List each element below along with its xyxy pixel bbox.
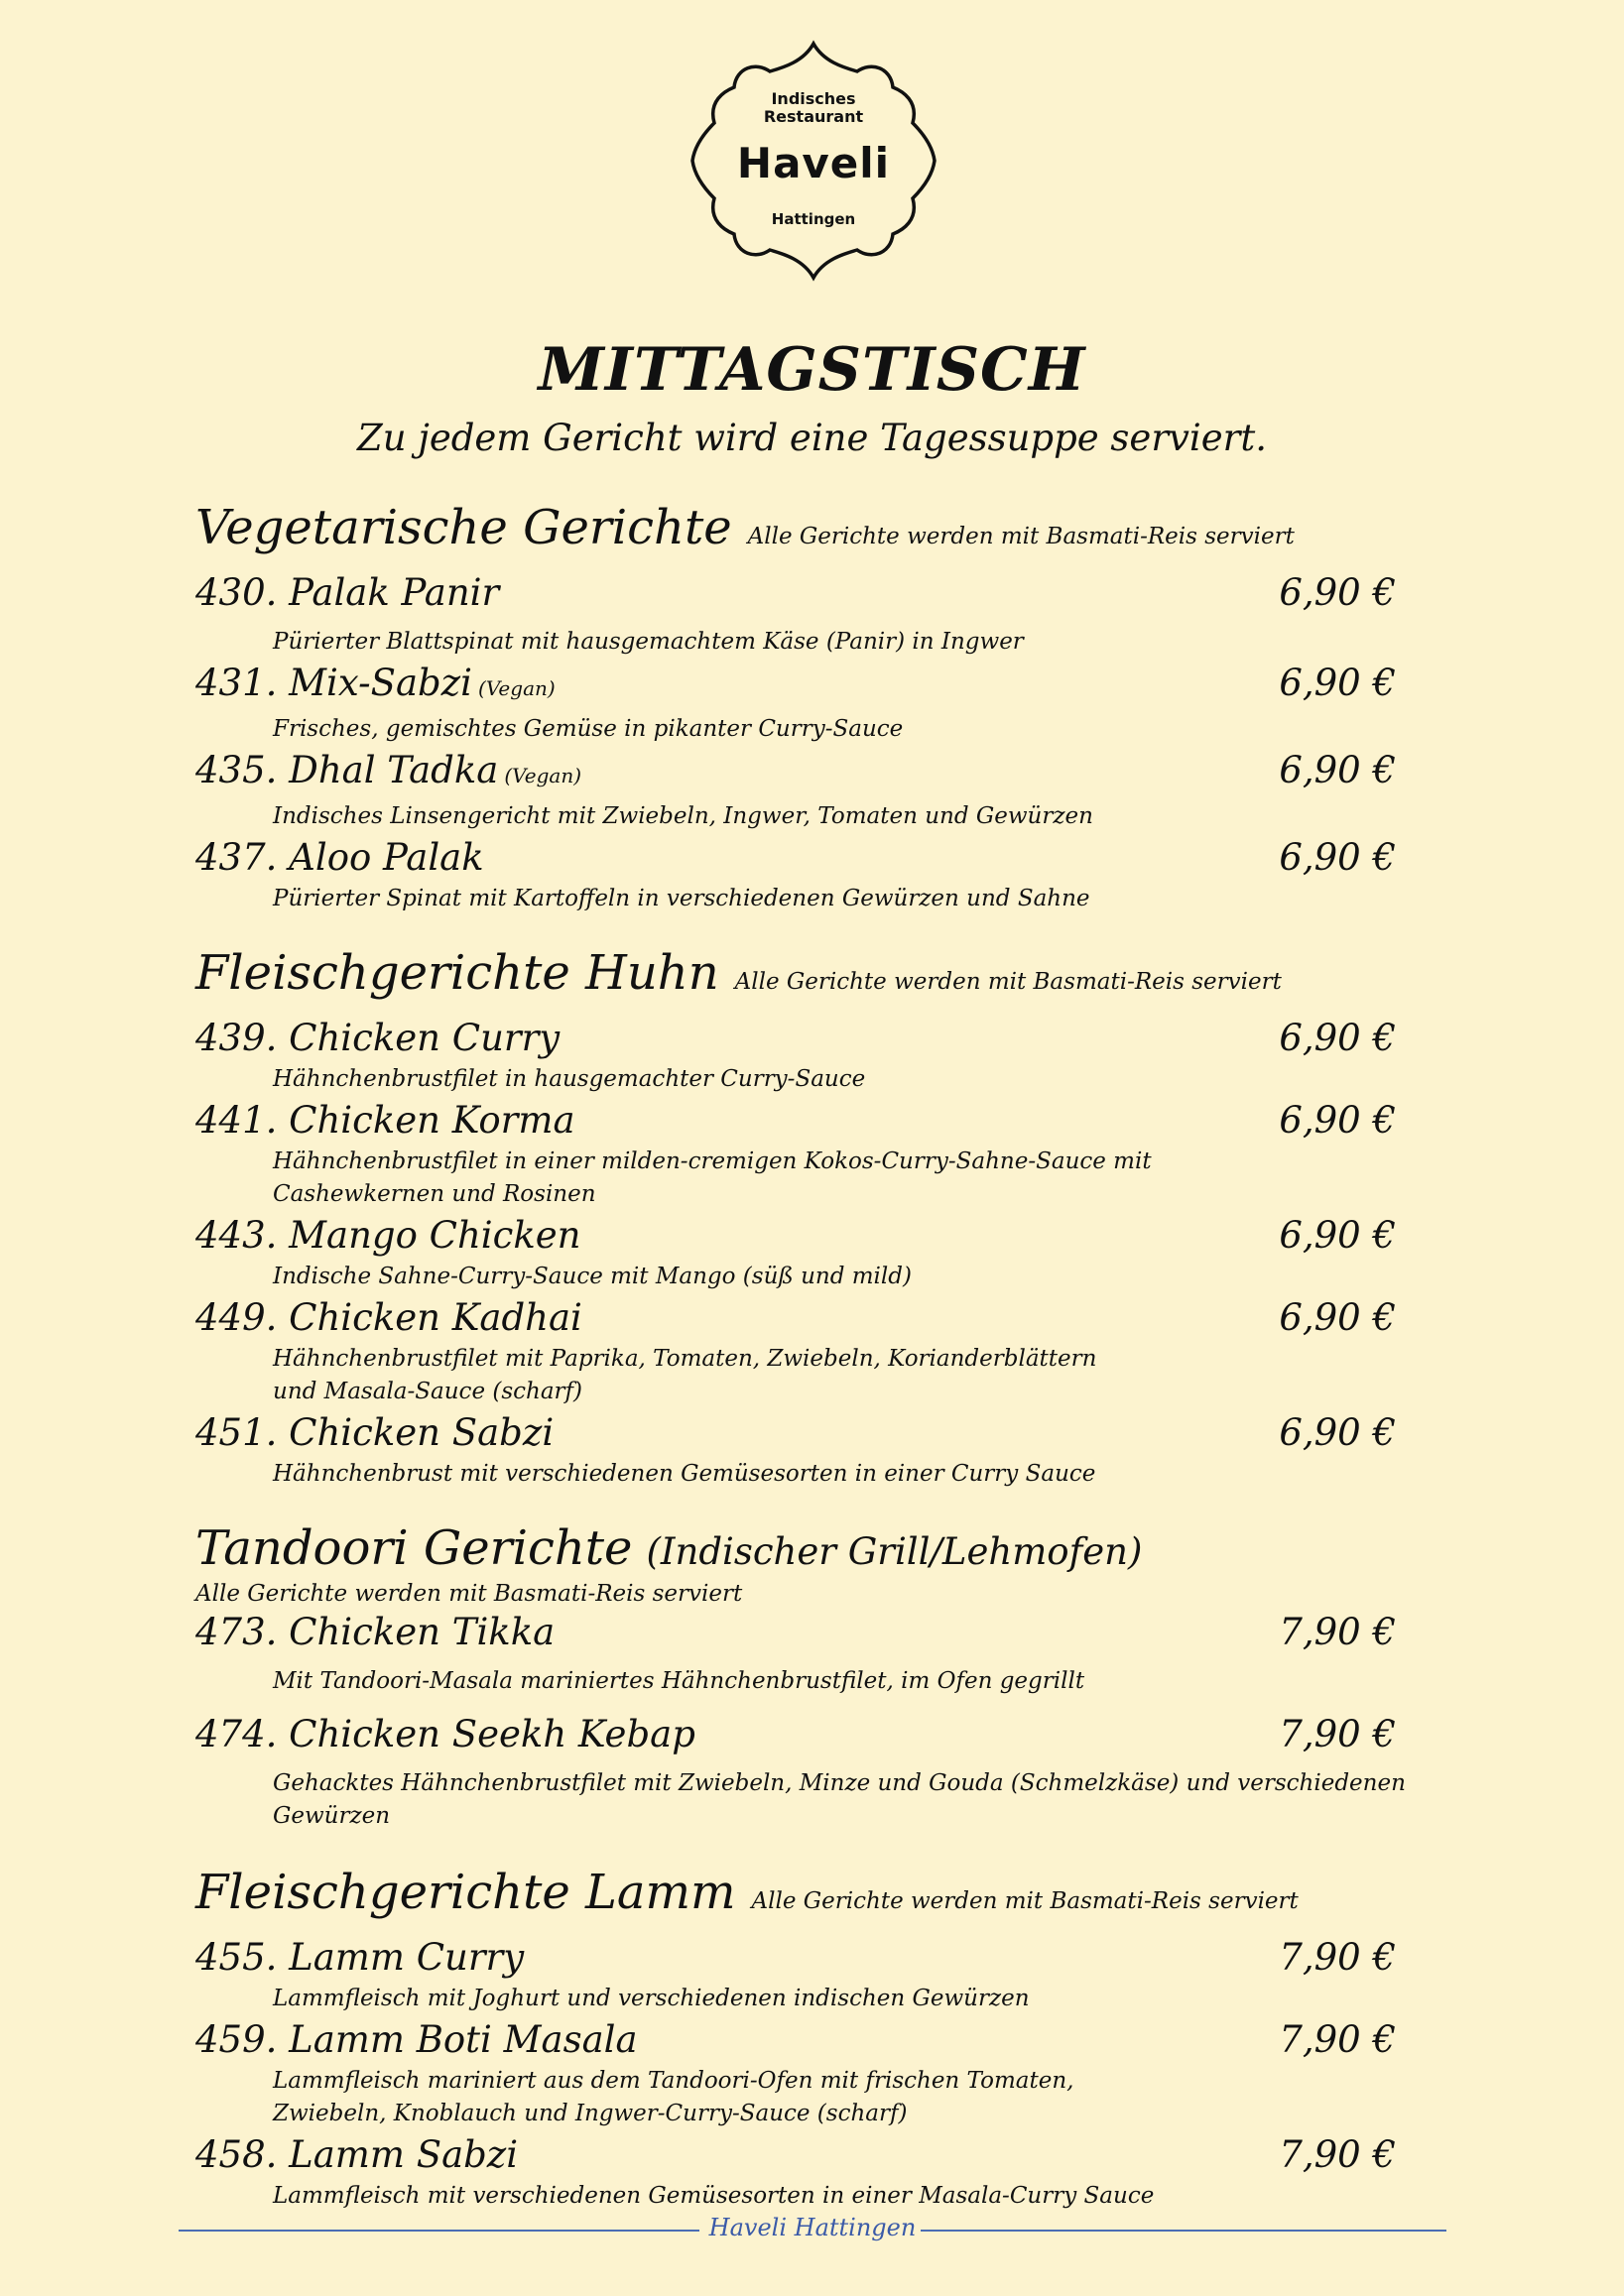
menu-item-number: 473.	[195, 1611, 278, 1653]
menu-item-price: 7,90 €	[1279, 1713, 1396, 1755]
menu-item-price: 6,90 €	[1279, 1411, 1396, 1454]
menu-item-description: Hähnchenbrust mit verschiedenen Gemüsesorten in einer Curry Sauce	[273, 1461, 1096, 1487]
menu-item-line	[195, 1096, 1416, 1146]
menu-section	[195, 1861, 1416, 2213]
menu-item-description: Zwiebeln, Knoblauch und Ingwer-Curry-Sauce (scharf)	[273, 2101, 908, 2126]
menu-item-name: Dhal Tadka	[289, 749, 499, 791]
restaurant-logo	[685, 32, 942, 290]
menu-item	[195, 1014, 1416, 1096]
section-title: Tandoori Gerichte	[195, 1520, 633, 1576]
menu-item-line	[195, 568, 1416, 618]
menu-item-name: Lamm Sabzi	[289, 2133, 519, 2176]
menu-item-number: 431.	[195, 662, 278, 704]
menu-item-tag: (Vegan)	[478, 676, 556, 700]
menu-item-number: 435.	[195, 749, 278, 791]
menu-item	[195, 568, 1416, 659]
menu-item-price: 7,90 €	[1279, 2133, 1396, 2176]
menu-item-price: 6,90 €	[1279, 1017, 1396, 1059]
section-subtitle: (Indischer Grill/Lehmofen)	[646, 1530, 1143, 1573]
menu-item-number: 430.	[195, 571, 278, 614]
menu-item-name: Chicken Curry	[289, 1017, 561, 1059]
section-heading	[195, 1516, 1416, 1584]
menu-item-price: 6,90 €	[1279, 1296, 1396, 1339]
menu-item-description: Mit Tandoori-Masala mariniertes Hähnchenbrustfilet, im Ofen gegrillt	[273, 1668, 1085, 1694]
section-title: Fleischgerichte Lamm	[195, 1865, 736, 1920]
menu-item-name: Palak Panir	[289, 571, 500, 614]
menu-item	[195, 1211, 1416, 1293]
menu-item-description: Hähnchenbrustfilet in hausgemachter Curry-Sauce	[273, 1066, 866, 1092]
menu-item-description: Indisches Linsengericht mit Zwiebeln, Ingwer, Tomaten und Gewürzen	[273, 803, 1093, 829]
menu-item-name: Chicken Kadhai	[289, 1296, 582, 1339]
menu-item-line	[195, 1608, 1416, 1657]
menu-item-description: Cashewkernen und Rosinen	[273, 1181, 596, 1207]
menu-item-description: Pürierter Blattspinat mit hausgemachtem Käse (Panir) in Ingwer	[273, 629, 1024, 655]
menu-item-price: 6,90 €	[1279, 571, 1396, 614]
menu-item-description: Lammfleisch mariniert aus dem Tandoori-Ofen mit frischen Tomaten,	[273, 2068, 1074, 2094]
menu-item-name: Aloo Palak	[289, 836, 484, 879]
menu-item	[195, 1608, 1416, 1710]
menu-item-line	[195, 1293, 1416, 1343]
menu-item-line	[195, 659, 1416, 713]
menu-item	[195, 2015, 1416, 2130]
menu-item-price: 6,90 €	[1279, 749, 1396, 791]
footer-rule-right	[921, 2230, 1446, 2232]
section-title: Vegetarische Gerichte	[195, 500, 732, 555]
section-heading	[195, 496, 1416, 568]
menu-item-line	[195, 833, 1416, 883]
menu-item-number: 437.	[195, 836, 278, 879]
menu-item-number: 441.	[195, 1099, 278, 1142]
section-title: Fleischgerichte Huhn	[195, 945, 719, 1001]
menu-item	[195, 833, 1416, 915]
menu-item-description: und Masala-Sauce (scharf)	[273, 1379, 583, 1404]
logo-line-2: Restaurant	[763, 107, 864, 126]
menu-item-line	[195, 1408, 1416, 1458]
footer-text: Haveli Hattingen	[708, 2214, 917, 2241]
footer	[179, 2214, 1446, 2243]
menu-item-price: 6,90 €	[1279, 836, 1396, 879]
menu-item-price: 7,90 €	[1279, 2018, 1396, 2061]
menu-item-number: 458.	[195, 2133, 278, 2176]
menu-section	[195, 941, 1416, 1491]
menu-item-line	[195, 2130, 1416, 2180]
menu-item-description: Frisches, gemischtes Gemüse in pikanter Curry-Sauce	[273, 716, 904, 742]
menu-item	[195, 2130, 1416, 2213]
section-note: Alle Gerichte werden mit Basmati-Reis serviert	[195, 1581, 743, 1607]
menu-item-number: 474.	[195, 1713, 278, 1755]
page-title: MITTAGSTISCH	[538, 335, 1086, 405]
logo-city: Hattingen	[771, 210, 856, 228]
menu-item-number: 459.	[195, 2018, 278, 2061]
menu-item-description: Lammfleisch mit verschiedenen Gemüsesorten in einer Masala-Curry Sauce	[273, 2183, 1155, 2209]
menu-item	[195, 1293, 1416, 1408]
section-note: Alle Gerichte werden mit Basmati-Reis serviert	[734, 969, 1282, 995]
menu-item-tag: (Vegan)	[504, 764, 581, 787]
menu-item-line	[195, 746, 1416, 800]
menu-item-description: Indische Sahne-Curry-Sauce mit Mango (süß und mild)	[273, 1264, 912, 1289]
menu-item-line	[195, 1211, 1416, 1261]
menu-item-description: Hähnchenbrustfilet in einer milden-cremigen Kokos-Curry-Sahne-Sauce mit	[273, 1148, 1152, 1174]
section-note: Alle Gerichte werden mit Basmati-Reis serviert	[747, 524, 1295, 549]
logo-name: Haveli	[736, 139, 891, 187]
logo-line-1: Indisches	[771, 89, 856, 108]
menu-item-price: 6,90 €	[1279, 1214, 1396, 1257]
menu-item-number: 451.	[195, 1411, 278, 1454]
menu-item-description: Pürierter Spinat mit Kartoffeln in verschiedenen Gewürzen und Sahne	[273, 886, 1090, 911]
menu-item-line	[195, 2015, 1416, 2065]
menu-item	[195, 1710, 1416, 1833]
menu-item-name: Chicken Korma	[289, 1099, 575, 1142]
menu-item-line	[195, 1933, 1416, 1983]
menu-item	[195, 1933, 1416, 2015]
menu-list	[195, 496, 1416, 2213]
section-note: Alle Gerichte werden mit Basmati-Reis serviert	[751, 1888, 1299, 1914]
menu-item-name: Lamm Boti Masala	[289, 2018, 638, 2061]
menu-item-line	[195, 1014, 1416, 1063]
section-heading	[195, 1861, 1416, 1933]
menu-item	[195, 1408, 1416, 1491]
menu-section	[195, 1516, 1416, 1833]
menu-item-name: Mix-Sabzi	[289, 662, 473, 704]
menu-item-price: 6,90 €	[1279, 662, 1396, 704]
menu-item-description: Lammfleisch mit Joghurt und verschiedenen indischen Gewürzen	[273, 1986, 1030, 2011]
menu-item-name: Mango Chicken	[289, 1214, 581, 1257]
menu-item-number: 439.	[195, 1017, 278, 1059]
menu-item-price: 7,90 €	[1279, 1936, 1396, 1979]
menu-item	[195, 1096, 1416, 1211]
menu-item-description: Gehacktes Hähnchenbrustfilet mit Zwiebeln, Minze und Gouda (Schmelzkäse) und verschiedenen Gewürzen	[273, 1770, 1406, 1829]
menu-item-number: 455.	[195, 1936, 278, 1979]
menu-item-name: Chicken Sabzi	[289, 1411, 555, 1454]
menu-item	[195, 746, 1416, 833]
page-subtitle: Zu jedem Gericht wird eine Tagessuppe serviert.	[357, 417, 1267, 459]
section-heading	[195, 941, 1416, 1014]
menu-item-name: Chicken Tikka	[289, 1611, 556, 1653]
menu-item-description: Hähnchenbrustfilet mit Paprika, Tomaten, Zwiebeln, Korianderblättern	[273, 1346, 1097, 1372]
menu-item-line	[195, 1710, 1416, 1759]
menu-item	[195, 659, 1416, 746]
menu-item-price: 7,90 €	[1279, 1611, 1396, 1653]
menu-item-name: Lamm Curry	[289, 1936, 525, 1979]
menu-section	[195, 496, 1416, 915]
menu-item-price: 6,90 €	[1279, 1099, 1396, 1142]
menu-item-number: 443.	[195, 1214, 278, 1257]
menu-item-number: 449.	[195, 1296, 278, 1339]
menu-item-name: Chicken Seekh Kebap	[289, 1713, 695, 1755]
